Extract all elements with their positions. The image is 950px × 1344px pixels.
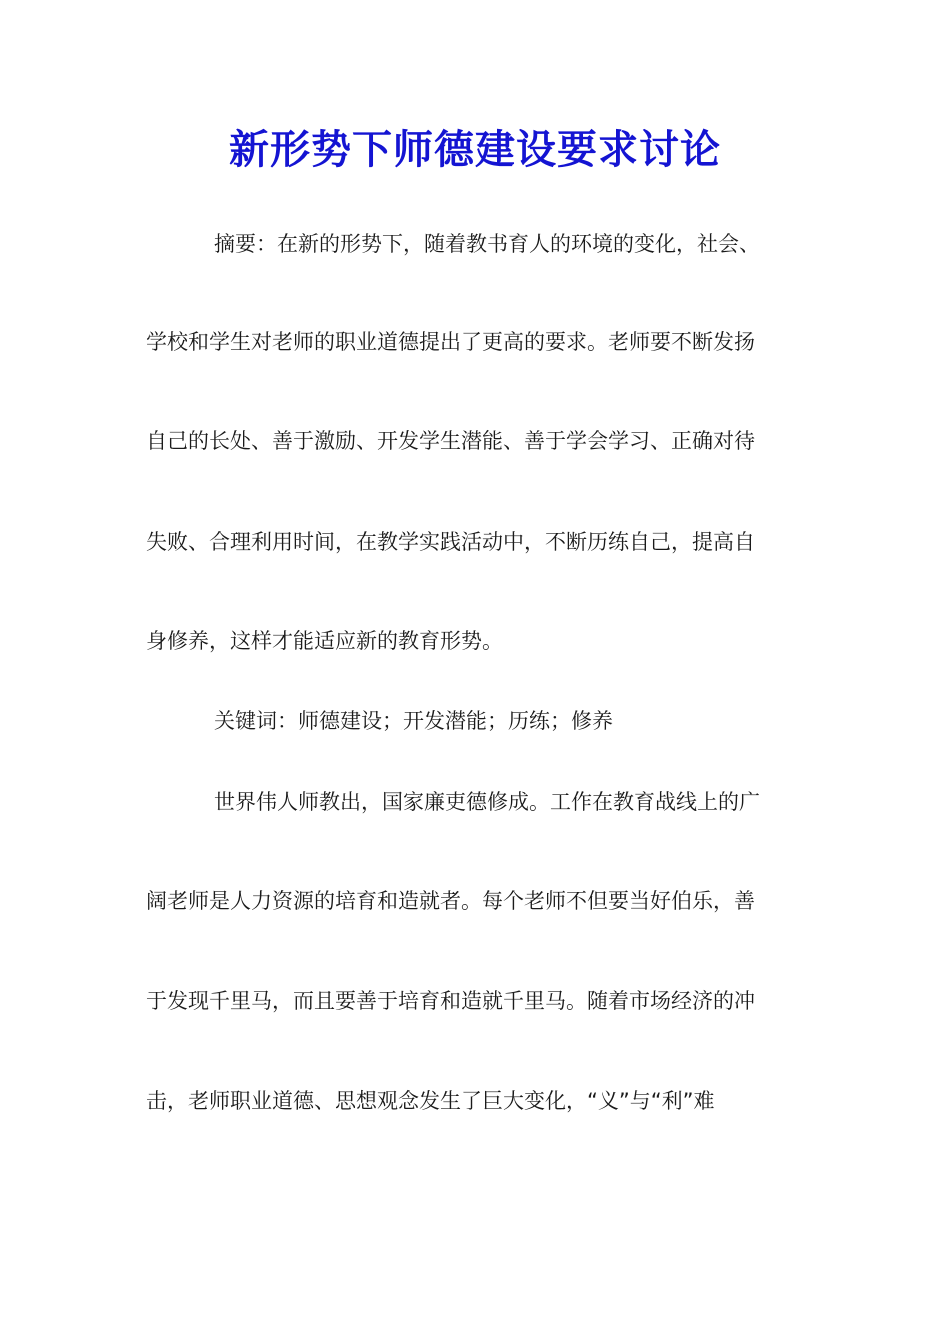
abstract-line-2: 学校和学生对老师的职业道德提出了更高的要求。老师要不断发扬 [146,330,755,354]
abstract-line-3: 自己的长处、善于激励、开发学生潜能、善于学会学习、正确对待 [146,429,755,453]
body-line-3: 于发现千里马，而且要善于培育和造就千里马。随着市场经济的冲 [146,989,755,1013]
keywords-line: 关键词：师德建设；开发潜能；历练；修养 [214,709,613,733]
body-line-2: 阔老师是人力资源的培育和造就者。每个老师不但要当好伯乐，善 [146,889,755,913]
document-title: 新形势下师德建设要求讨论 [229,126,721,173]
abstract-line-4: 失败、合理利用时间，在教学实践活动中，不断历练自己，提高自 [146,530,755,554]
body-line-4: 击，老师职业道德、思想观念发生了巨大变化，“义”与“利”难 [146,1089,715,1113]
abstract-line-1: 摘要：在新的形势下，随着教书育人的环境的变化，社会、 [214,232,760,256]
body-line-1: 世界伟人师教出，国家廉吏德修成。工作在教育战线上的广 [214,790,760,814]
abstract-line-5: 身修养，这样才能适应新的教育形势。 [146,629,503,653]
